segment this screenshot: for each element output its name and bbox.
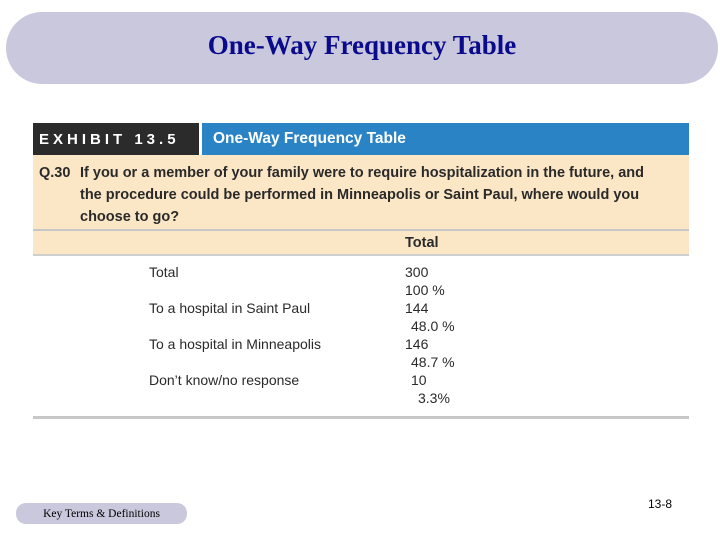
- table-body: [33, 256, 689, 416]
- question-line: the procedure could be performed in Minneapolis or Saint Paul, where would you: [80, 187, 640, 203]
- row-label: Total: [149, 264, 179, 280]
- exhibit-title: One-Way Frequency Table: [202, 123, 689, 155]
- row-label: To a hospital in Saint Paul: [149, 300, 311, 316]
- question-number: Q.30: [39, 165, 71, 181]
- row-count: 144: [405, 300, 429, 316]
- question-line: choose to go?: [80, 209, 180, 225]
- page-number: 13-8: [648, 497, 673, 511]
- footer-label-pill[interactable]: [16, 503, 187, 524]
- column-header-total: Total: [405, 235, 439, 251]
- question-block: [33, 155, 689, 229]
- slide-title: One-Way Frequency Table: [207, 29, 517, 60]
- row-count: 300: [405, 264, 429, 280]
- row-label: Don’t know/no response: [149, 372, 300, 388]
- column-header-row: [33, 231, 689, 256]
- question-text: [80, 162, 689, 229]
- footer-label: Key Terms & Definitions: [43, 507, 160, 520]
- row-percent: 48.0 %: [411, 318, 455, 334]
- table-bottom-rule: [33, 416, 689, 419]
- exhibit-label: EXHIBIT 13.5: [33, 123, 199, 155]
- question-line: If you or a member of your family were to require hospitalization in the future, and: [80, 165, 644, 181]
- exhibit-header: [33, 123, 689, 155]
- row-label: To a hospital in Minneapolis: [149, 336, 321, 352]
- title-banner: [6, 12, 718, 84]
- exhibit-table: [33, 123, 689, 419]
- row-percent: 3.3%: [418, 390, 450, 406]
- row-count: 10: [411, 372, 427, 388]
- row-percent: 100 %: [405, 282, 445, 298]
- row-count: 146: [405, 336, 429, 352]
- row-percent: 48.7 %: [411, 354, 455, 370]
